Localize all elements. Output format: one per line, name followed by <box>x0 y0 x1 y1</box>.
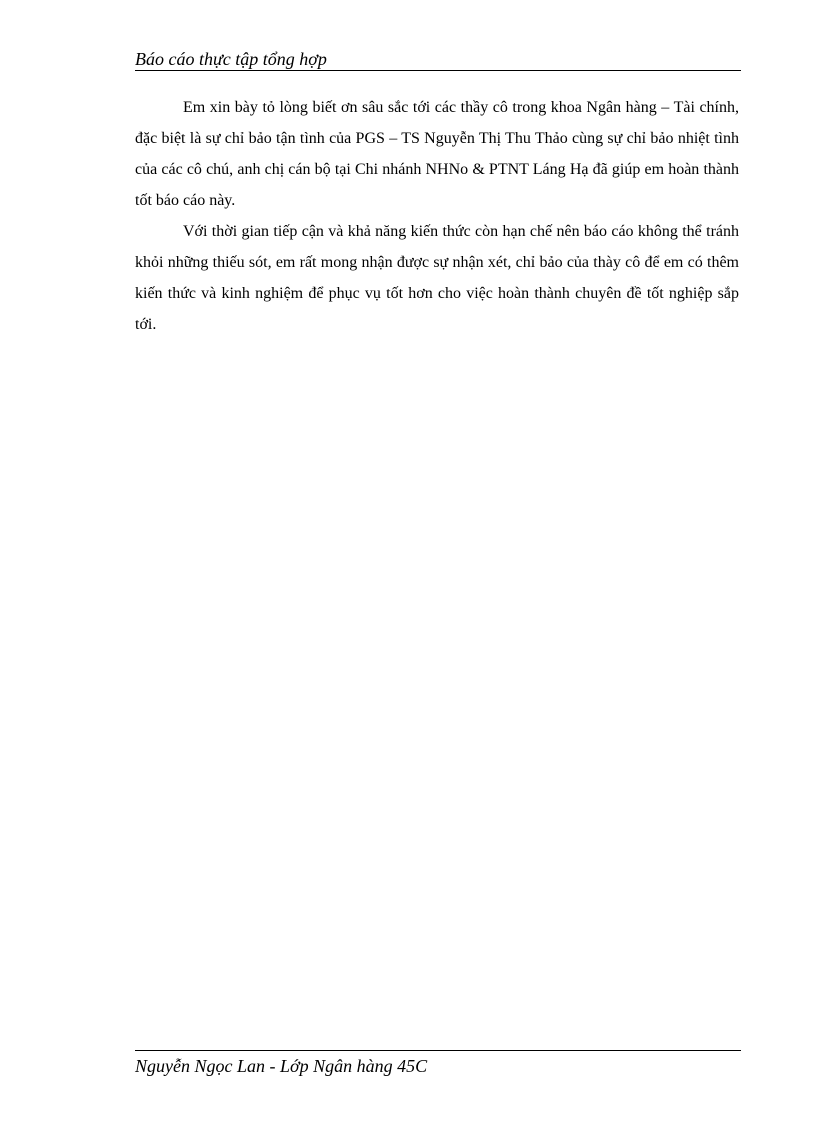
page-footer <box>135 1050 741 1077</box>
limitation-paragraph: Với thời gian tiếp cận và khả năng kiến thức còn hạn chế nên báo cáo không thể tránh khỏi những thiếu sót, em rất mong nhận được sự nhận xét, chỉ bảo của thày cô để em có thêm kiến thức và kinh nghiệm để phục vụ tốt hơn cho việc hoàn thành chuyên đề tốt nghiệp sắp tới. <box>135 223 739 333</box>
document-body <box>135 92 739 340</box>
acknowledgement-paragraph: Em xin bày tỏ lòng biết ơn sâu sắc tới các thầy cô trong khoa Ngân hàng – Tài chính, đặc biệt là sự chỉ bảo tận tình của PGS – TS Nguyễn Thị Thu Thảo cùng sự chỉ bảo nhiệt tình của các cô chú, anh chị cán bộ tại Chi nhánh NHNo & PTNT Láng Hạ đã giúp em hoàn thành tốt báo cáo này. <box>135 99 739 209</box>
header-title: Báo cáo thực tập tổng hợp <box>135 49 327 69</box>
footer-author-class: Nguyễn Ngọc Lan - Lớp Ngân hàng 45C <box>135 1056 428 1076</box>
page-header <box>135 48 741 71</box>
